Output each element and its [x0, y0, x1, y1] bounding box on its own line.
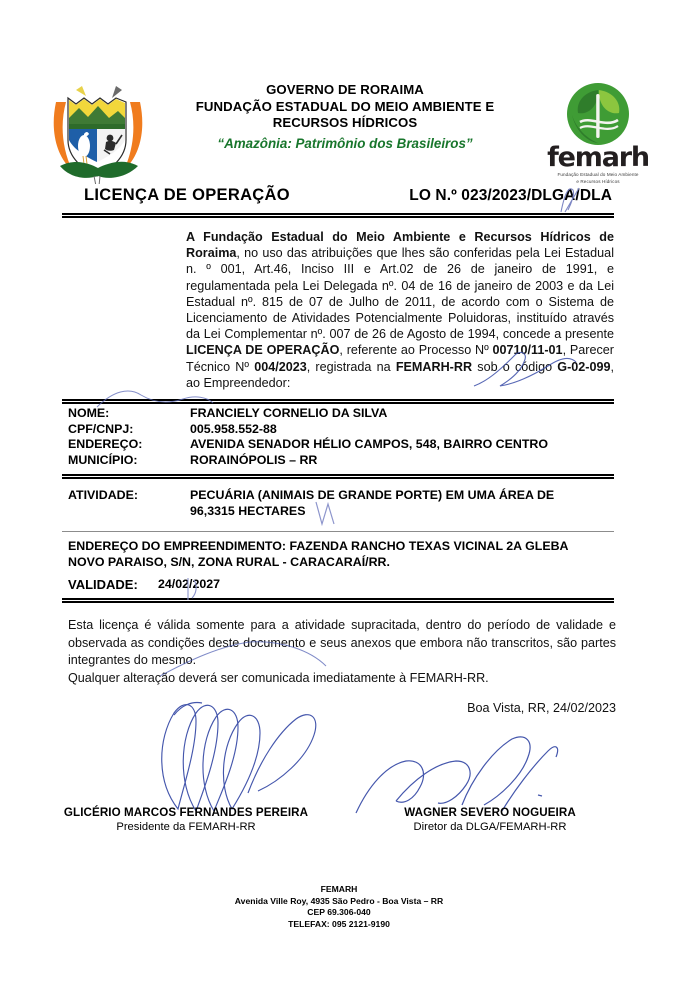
- header-title-block: [150, 82, 540, 154]
- divider-below-validity: [62, 598, 614, 603]
- document-footer: [0, 884, 678, 930]
- field-value: RORAINÓPOLIS – RR: [190, 452, 318, 467]
- activity-value: [190, 487, 590, 519]
- org-line-2: FUNDAÇÃO ESTADUAL DO MEIO AMBIENTE E: [195, 98, 495, 114]
- femarh-subtitle-line-1: Fundação Estadual do Meio Ambiente: [557, 172, 639, 177]
- field-label: CPF/CNPJ:: [68, 421, 134, 436]
- site-address-line-2: NOVO PARAISO, S/N, ZONA RURAL - CARACARAÍ/RR.: [68, 554, 390, 569]
- femarh-subtitle-line-2: e Recursos Hídricos: [576, 179, 620, 185]
- license-type-title: LICENÇA DE OPERAÇÃO: [84, 186, 290, 204]
- license-title-row: [62, 186, 616, 210]
- document-header: [0, 80, 678, 185]
- field-row: [68, 437, 616, 453]
- license-body-paragraph: A Fundação Estadual do Meio Ambiente e Recursos Hídricos de Roraima, no uso das atribuições que lhes são conferidas pela Lei Estadual n. º 001, Art.46, Inciso III e Art.02 de 26 de janeiro de 1991, e regulamentada pela Lei Delegada nº. 04 de 16 de janeiro de 2003 e da Lei Estadual nº. 815 de 07 de Julho de 2011, de acordo com o Sistema de Licenciamento de Atividades Potencialmente Poluidoras, instituído através da Lei Complementar nº. 007 de 26 de Agosto de 1994, concede a presente LICENÇA DE OPERAÇÃO, referente ao Processo Nº 00710/11-01, Parecer Técnico Nº 004/2023, registrada na FEMARH-RR sob o código G-02-099, ao Empreendedor:: [186, 230, 614, 390]
- field-value: FRANCIELY CORNELIO DA SILVA: [190, 406, 388, 420]
- field-row: [68, 406, 616, 422]
- closing-text-block: [68, 617, 616, 687]
- roraima-coat-of-arms-icon: [46, 84, 150, 184]
- field-value: 005.958.552-88: [190, 421, 277, 436]
- femarh-wordmark: femarh: [547, 142, 649, 173]
- license-number: LO N.º 023/2023/DLGA/DLA: [409, 187, 612, 204]
- signatory-name: WAGNER SEVERO NOGUEIRA: [404, 806, 576, 819]
- activity-line-1: PECUÁRIA (ANIMAIS DE GRANDE PORTE) EM UMA ÁREA DE: [190, 488, 555, 502]
- holder-fields-table: [68, 406, 616, 468]
- activity-line-2: 96,3315 HECTARES: [190, 504, 306, 518]
- org-line-1: GOVERNO DE RORAIMA: [266, 82, 424, 97]
- signature-block-president: [36, 806, 336, 834]
- closing-paragraph-2: Qualquer alteração deverá ser comunicada imediatamente à FEMARH-RR.: [68, 670, 489, 685]
- city-and-date: Boa Vista, RR, 24/02/2023: [467, 701, 616, 715]
- validity-block: [68, 577, 220, 592]
- femarh-leaf-emblem-icon: [566, 82, 630, 146]
- validity-label: VALIDADE:: [68, 577, 138, 592]
- signature-block-director: [340, 806, 640, 834]
- footer-org-name: FEMARH: [320, 884, 358, 894]
- field-value: AVENIDA SENADOR HÉLIO CAMPOS, 548, BAIRRO CENTRO: [190, 437, 548, 451]
- femarh-logo: [536, 82, 660, 184]
- field-label: MUNICÍPIO:: [68, 452, 138, 467]
- divider-under-title: [62, 213, 614, 218]
- signature-wagner: [352, 735, 562, 815]
- divider-below-activity: [62, 531, 614, 532]
- site-address-block: [68, 539, 620, 570]
- field-row: [68, 422, 616, 438]
- field-label: NOME:: [68, 406, 110, 420]
- signatory-name: GLICÉRIO MARCOS FERNANDES PEREIRA: [63, 806, 309, 819]
- field-label: ENDEREÇO:: [68, 437, 143, 451]
- validity-value: 24/02/2027: [158, 577, 221, 591]
- divider-below-fields: [62, 474, 614, 479]
- field-row: [68, 453, 616, 469]
- signatory-title: Diretor da DLGA/FEMARH-RR: [413, 821, 567, 833]
- activity-block: [68, 487, 616, 519]
- footer-telefax: TELEFAX: 095 2121-9190: [288, 918, 390, 929]
- signatory-title: Presidente da FEMARH-RR: [116, 821, 256, 833]
- footer-address: Avenida Ville Roy, 4935 São Pedro - Boa Vista – RR: [234, 895, 444, 906]
- org-motto: “Amazônia: Patrimônio dos Brasileiros”: [217, 135, 473, 151]
- activity-label: ATIVIDADE:: [68, 488, 138, 502]
- signature-glicerio: [148, 697, 338, 815]
- footer-cep: CEP 69.306-040: [307, 907, 371, 918]
- site-address-line-1: ENDEREÇO DO EMPREENDIMENTO: FAZENDA RANCHO TEXAS VICINAL 2A GLEBA: [68, 539, 569, 553]
- divider-above-fields: [62, 399, 614, 404]
- org-line-3: RECURSOS HÍDRICOS: [272, 115, 418, 130]
- closing-paragraph-1: Esta licença é válida somente para a atividade supracitada, dentro do período de validade e observada as condições deste documento e seus anexos que embora não transcritos, são partes integrantes do mesmo.: [68, 618, 616, 668]
